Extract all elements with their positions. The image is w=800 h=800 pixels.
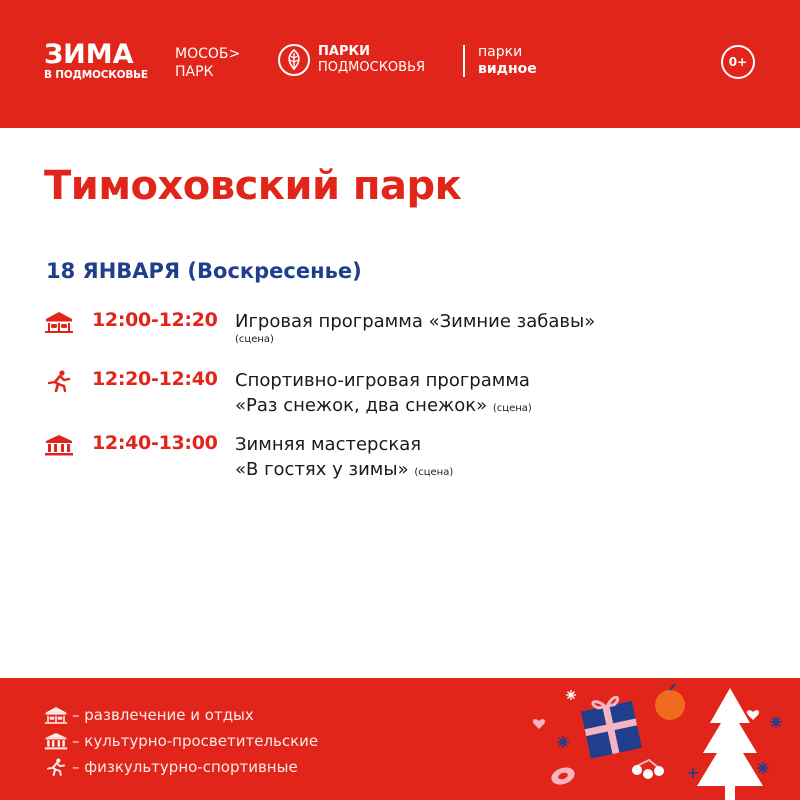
museum-icon bbox=[44, 732, 68, 750]
snowflake-icon bbox=[688, 768, 698, 778]
legend-item bbox=[44, 706, 254, 724]
snowflake-icon bbox=[557, 736, 569, 748]
parki-line1: ПАРКИ bbox=[318, 44, 370, 59]
carousel-icon bbox=[44, 311, 74, 333]
heart-icon bbox=[747, 710, 759, 720]
event-time: 12:40-13:00 bbox=[92, 432, 218, 454]
event-description bbox=[235, 368, 735, 421]
age-rating-badge: 0+ bbox=[721, 45, 755, 79]
event-subtitle: «Раз снежок, два снежок» bbox=[235, 395, 488, 416]
header-bar bbox=[0, 0, 800, 128]
legend-label: – физкультурно-спортивные bbox=[72, 758, 298, 776]
event-description bbox=[235, 432, 735, 485]
event-location: (сцена) bbox=[235, 334, 274, 345]
leaf-icon bbox=[278, 44, 310, 76]
snowflake-icon bbox=[770, 716, 782, 728]
legend-label: – развлечение и отдых bbox=[72, 706, 254, 724]
winter-decoration-illustration bbox=[525, 678, 800, 800]
parki-line2: ПОДМОСКОВЬЯ bbox=[318, 60, 426, 75]
museum-icon bbox=[44, 434, 74, 456]
vidnoe-line2: видное bbox=[478, 61, 537, 77]
vidnoe-line1: парки bbox=[478, 44, 523, 60]
berries-icon bbox=[632, 760, 664, 779]
legend-label: – культурно-просветительские bbox=[72, 732, 319, 750]
christmas-tree-icon bbox=[697, 688, 763, 786]
mosobpark-logo bbox=[175, 45, 240, 81]
page-title: Тимоховский парк bbox=[44, 163, 462, 209]
runner-icon bbox=[44, 370, 74, 392]
zima-logo-subtitle: В ПОДМОСКОВЬЕ bbox=[44, 69, 148, 81]
legend-item bbox=[44, 758, 298, 776]
parki-podmoskovya-logo bbox=[278, 44, 425, 76]
event-time: 12:20-12:40 bbox=[92, 368, 218, 390]
tangerine-icon bbox=[655, 690, 685, 720]
zima-logo-title: ЗИМА bbox=[44, 39, 134, 70]
snowflake-icon bbox=[757, 762, 769, 774]
footer-legend bbox=[0, 678, 800, 800]
carousel-icon bbox=[44, 706, 68, 724]
legend-item bbox=[44, 732, 318, 750]
event-date: 18 ЯНВАРЯ (Воскресенье) bbox=[46, 259, 362, 283]
snowflake-icon bbox=[566, 690, 576, 700]
zima-logo bbox=[44, 41, 148, 81]
gift-icon bbox=[580, 694, 642, 759]
event-time: 12:00-12:20 bbox=[92, 309, 218, 331]
mosobpark-line1: МОСОБ> bbox=[175, 46, 241, 62]
event-title: Игровая программа «Зимние забавы» bbox=[235, 311, 596, 332]
event-subtitle: «В гостях у зимы» bbox=[235, 459, 409, 480]
heart-icon bbox=[533, 719, 545, 729]
header-divider bbox=[463, 45, 465, 77]
runner-icon bbox=[44, 758, 68, 776]
event-location: (сцена) bbox=[414, 467, 454, 478]
parki-vidnoe-logo bbox=[478, 44, 537, 78]
event-location: (сцена) bbox=[492, 403, 532, 414]
mosobpark-line2: ПАРК bbox=[175, 64, 214, 80]
event-description bbox=[235, 309, 735, 346]
event-title: Зимняя мастерская bbox=[235, 434, 422, 455]
event-title: Спортивно-игровая программа bbox=[235, 370, 530, 391]
